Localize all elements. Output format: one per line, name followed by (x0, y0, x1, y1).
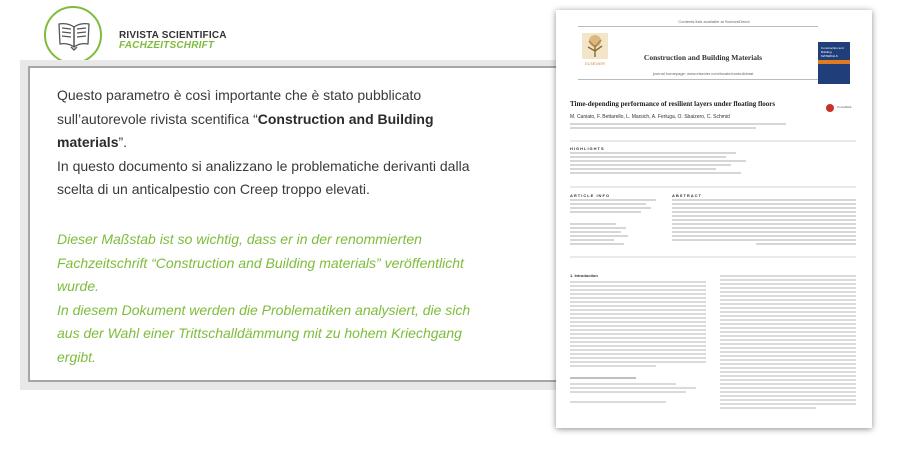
abstract-heading: ABSTRACT (672, 193, 702, 198)
german-p2: In diesem Dokument werden die Problematiken analysiert, die sich aus der Wahl einer Trittschalldämmung mit zu hohem Kriechgang ergibt. (57, 301, 471, 365)
paper-body-text (556, 10, 872, 428)
section-subtitle: FACHZEITSCHRIFT (119, 40, 215, 51)
italian-p1-end: ”. (118, 134, 128, 150)
german-p1: Dieser Maßstab ist so wichtig, dass er in der renommierten Fachzeitschrift “Construction and Building materials” veröffentlicht wurde. (57, 231, 464, 294)
italian-text (57, 84, 497, 202)
italian-p1-start: Questo parametro è così importante che è stato pubblicato sull’autorevole rivista scentifica “ (57, 87, 422, 127)
paper-authors: M. Caniato, F. Bettarello, L. Marsich, A. Ferluga, O. Sbaizero, C. Schmid (570, 114, 730, 120)
journal-badge (44, 6, 102, 64)
intro-heading: 1. Introduction (570, 273, 598, 278)
german-text (57, 228, 477, 369)
journal-cover-text: Construction and Building MATERIALS (821, 46, 844, 58)
section-title: RIVISTA SCIENTIFICA (119, 30, 227, 41)
paper-available: Contents lists available at ScienceDirect (678, 19, 750, 24)
paper-thumbnail[interactable] (556, 10, 872, 428)
paper-journal: Construction and Building Materials (643, 53, 763, 62)
publisher-name: ELSEVIER (585, 61, 605, 66)
article-info-heading: ARTICLE INFO (570, 193, 610, 198)
crossmark-label: CrossMark (837, 105, 852, 109)
journal-name-bold: Construction and Building materials (57, 110, 434, 150)
italian-p2: In questo documento si analizzano le problematiche derivanti dalla scelta di un anticalpestio con Creep troppo elevati. (57, 157, 470, 197)
paper-title: Time-depending performance of resilient layers under floating floors (570, 100, 776, 108)
open-book-icon (57, 20, 91, 52)
highlights-heading: HIGHLIGHTS (570, 146, 605, 151)
paper-homepage: journal homepage: www.elsevier.com/locate/conbuildmat (652, 71, 754, 76)
